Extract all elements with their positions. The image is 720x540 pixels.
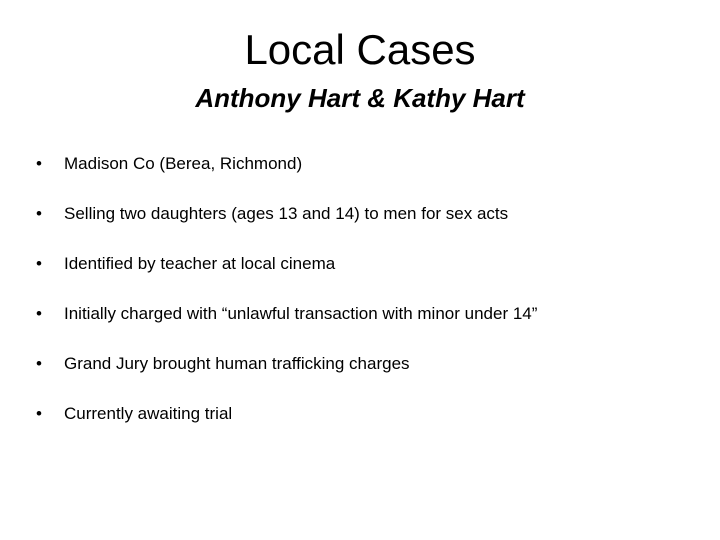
list-item [0, 300, 720, 350]
bullet-icon: • [36, 254, 42, 273]
bullet-list [0, 150, 720, 450]
list-item [0, 250, 720, 300]
bullet-text: Grand Jury brought human trafficking charges [64, 354, 410, 373]
list-item [0, 350, 720, 400]
bullet-icon: • [36, 154, 42, 173]
slide-title: Local Cases [244, 26, 476, 73]
list-item [0, 150, 720, 200]
bullet-text: Selling two daughters (ages 13 and 14) to men for sex acts [64, 204, 509, 223]
slide-subtitle: Anthony Hart & Kathy Hart [195, 83, 525, 113]
bullet-icon: • [36, 354, 42, 373]
bullet-text: Identified by teacher at local cinema [64, 254, 336, 273]
list-item [0, 200, 720, 250]
bullet-icon: • [36, 304, 42, 323]
list-item [0, 400, 720, 450]
bullet-text: Madison Co (Berea, Richmond) [64, 154, 303, 173]
bullet-icon: • [36, 204, 42, 223]
bullet-text: Currently awaiting trial [64, 404, 233, 423]
bullet-text: Initially charged with “unlawful transaction with minor under 14” [64, 304, 538, 323]
bullet-icon: • [36, 404, 42, 423]
